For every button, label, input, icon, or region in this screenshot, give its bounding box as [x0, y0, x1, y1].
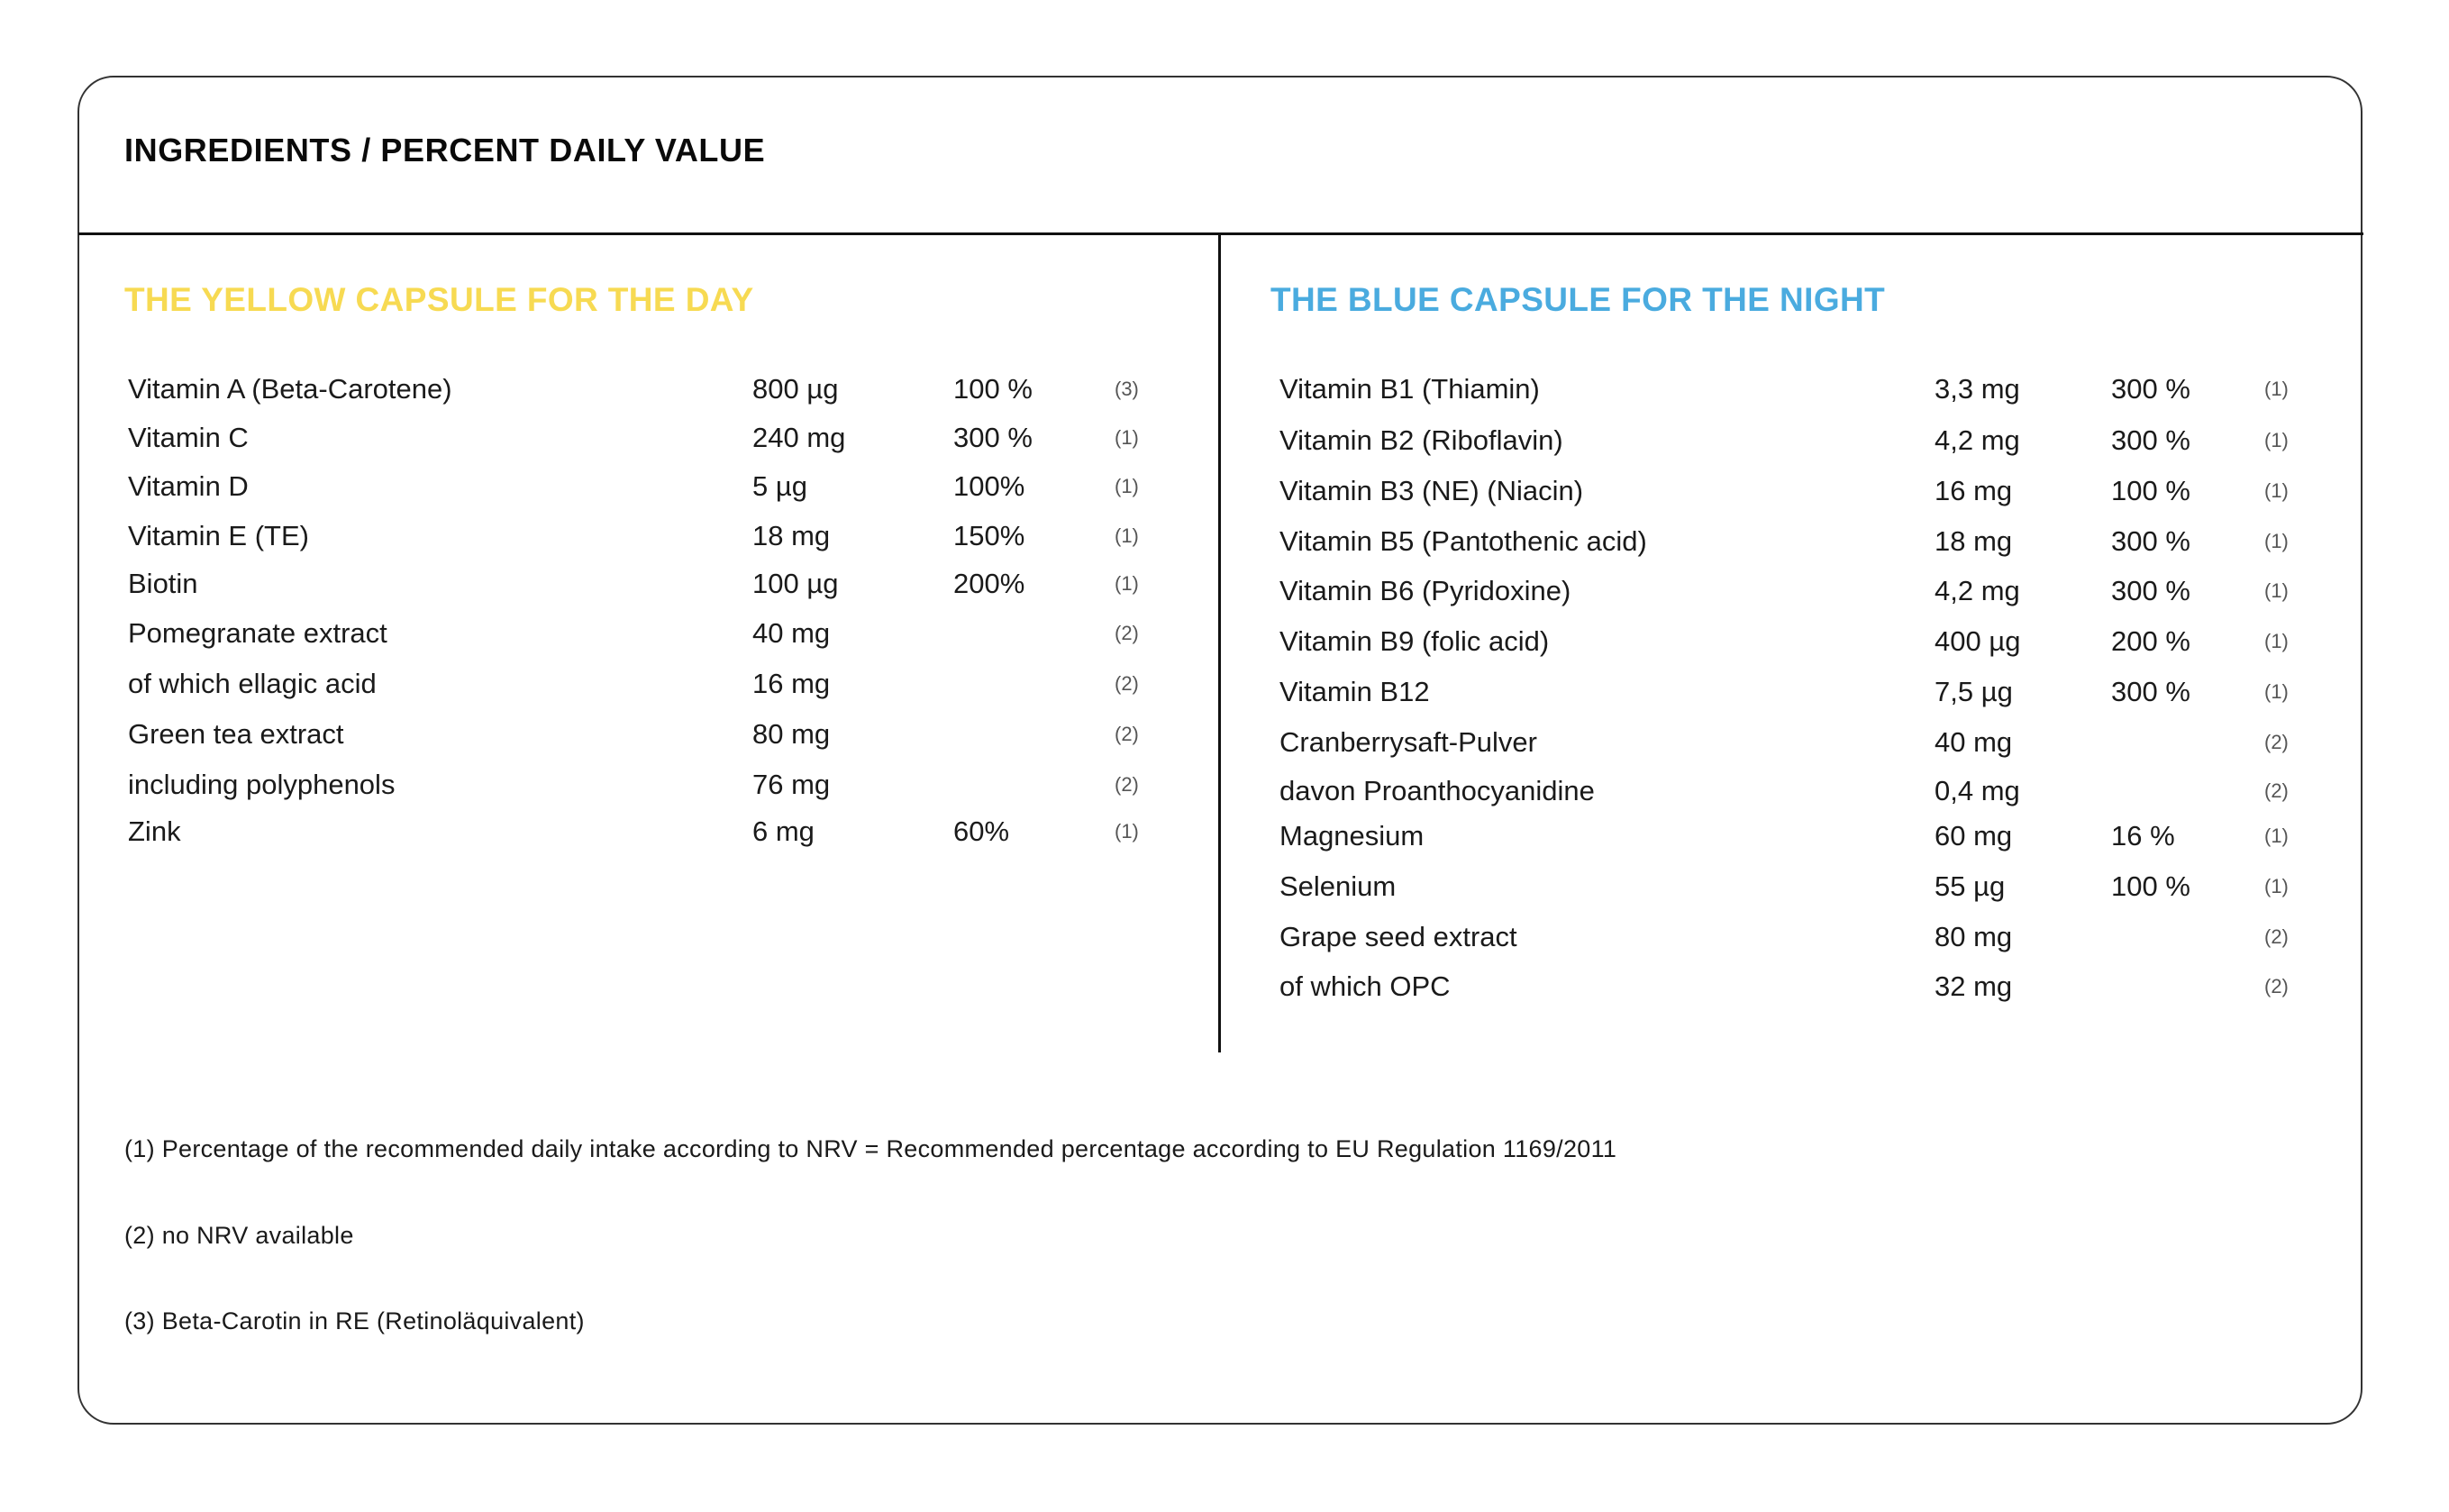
ingredient-amount: 32 mg [1935, 970, 2013, 1002]
ingredient-name: Cranberrysaft-Pulver [1279, 726, 1537, 758]
ingredient-percent: 300 % [2111, 373, 2190, 405]
ingredient-footnote-ref: (2) [2264, 779, 2289, 802]
ingredient-percent: 300 % [2111, 676, 2190, 707]
ingredient-name: Biotin [128, 568, 198, 599]
ingredient-percent: 300 % [2111, 575, 2190, 606]
table-row [0, 820, 2343, 856]
ingredient-footnote-ref: (1) [2264, 530, 2289, 552]
ingredient-footnote-ref: (2) [2264, 975, 2289, 997]
ingredient-name: Vitamin B1 (Thiamin) [1279, 373, 1540, 405]
ingredient-footnote-ref: (1) [2264, 630, 2289, 652]
ingredient-name: Vitamin D [128, 470, 249, 502]
ingredient-footnote-ref: (2) [1115, 723, 1139, 745]
ingredient-amount: 40 mg [752, 617, 831, 649]
table-row [0, 373, 2343, 409]
ingredient-percent: 16 % [2111, 820, 2175, 852]
ingredient-percent: 300 % [2111, 525, 2190, 557]
ingredient-name: of which OPC [1279, 970, 1451, 1002]
ingredient-amount: 80 mg [1935, 921, 2013, 952]
ingredient-amount: 76 mg [752, 769, 831, 800]
ingredient-amount: 40 mg [1935, 726, 2013, 758]
ingredient-name: Grape seed extract [1279, 921, 1517, 952]
ingredient-amount: 5 µg [752, 470, 807, 502]
ingredient-name: Magnesium [1279, 820, 1425, 852]
ingredient-amount: 16 mg [752, 668, 831, 699]
table-row [0, 921, 2343, 957]
table-row [0, 525, 2343, 561]
ingredient-footnote-ref: (2) [2264, 925, 2289, 948]
table-row [0, 676, 2343, 712]
ingredient-footnote-ref: (2) [1115, 773, 1139, 796]
ingredient-amount: 400 µg [1935, 625, 2021, 657]
ingredient-footnote-ref: (1) [2264, 824, 2289, 847]
ingredient-name: Vitamin A (Beta-Carotene) [128, 373, 452, 405]
ingredient-amount: 100 µg [752, 568, 839, 599]
ingredient-name: Pomegranate extract [128, 617, 387, 649]
table-row [0, 575, 2343, 611]
ingredient-footnote-ref: (1) [2264, 479, 2289, 502]
ingredient-amount: 240 mg [752, 422, 846, 453]
ingredient-amount: 18 mg [1935, 525, 2013, 557]
ingredient-amount: 80 mg [752, 718, 831, 750]
ingredient-footnote-ref: (1) [1115, 475, 1139, 497]
ingredient-amount: 0,4 mg [1935, 775, 2020, 806]
ingredient-footnote-ref: (1) [2264, 875, 2289, 897]
footnote-2: (2) no NRV available [124, 1222, 354, 1249]
ingredient-percent: 100% [953, 470, 1025, 502]
ingredient-footnote-ref: (1) [2264, 579, 2289, 602]
ingredient-name: Vitamin B2 (Riboflavin) [1279, 424, 1563, 456]
ingredient-amount: 4,2 mg [1935, 575, 2020, 606]
ingredient-footnote-ref: (1) [1115, 426, 1139, 449]
ingredient-footnote-ref: (1) [1115, 524, 1139, 547]
ingredient-amount: 55 µg [1935, 870, 2006, 902]
page-title: INGREDIENTS / PERCENT DAILY VALUE [124, 132, 766, 169]
ingredient-footnote-ref: (1) [2264, 680, 2289, 703]
ingredient-footnote-ref: (1) [2264, 378, 2289, 400]
ingredient-percent: 100 % [953, 373, 1033, 405]
ingredient-amount: 800 µg [752, 373, 839, 405]
table-row [0, 726, 2343, 762]
ingredient-amount: 4,2 mg [1935, 424, 2020, 456]
ingredient-name: Vitamin C [128, 422, 249, 453]
ingredient-footnote-ref: (1) [2264, 429, 2289, 451]
table-row [0, 424, 2343, 460]
table-row [0, 625, 2343, 661]
table-row [0, 870, 2343, 906]
ingredient-percent: 60% [953, 815, 1010, 847]
ingredient-name: Vitamin B12 [1279, 676, 1430, 707]
ingredient-percent: 150% [953, 520, 1025, 551]
ingredient-name: Vitamin B5 (Pantothenic acid) [1279, 525, 1647, 557]
ingredient-name: Vitamin B3 (NE) (Niacin) [1279, 475, 1584, 506]
ingredient-percent: 100 % [2111, 870, 2190, 902]
ingredient-footnote-ref: (3) [1115, 378, 1139, 400]
footnote-3: (3) Beta-Carotin in RE (Retinoläquivalent) [124, 1307, 585, 1334]
ingredient-name: of which ellagic acid [128, 668, 377, 699]
table-row [0, 970, 2343, 1006]
footnote-1: (1) Percentage of the recommended daily intake according to NRV = Recommended percentage according to EU Regulation 1169/2011 [124, 1135, 1617, 1162]
ingredient-name: davon Proanthocyanidine [1279, 775, 1595, 806]
ingredient-name: including polyphenols [128, 769, 396, 800]
ingredient-amount: 18 mg [752, 520, 831, 551]
ingredient-amount: 3,3 mg [1935, 373, 2020, 405]
table-row [0, 475, 2343, 511]
ingredient-footnote-ref: (2) [2264, 731, 2289, 753]
ingredient-name: Selenium [1279, 870, 1397, 902]
table-row [0, 775, 2343, 811]
ingredient-percent: 200 % [2111, 625, 2190, 657]
ingredient-percent: 300 % [953, 422, 1033, 453]
ingredient-percent: 100 % [2111, 475, 2190, 506]
ingredient-footnote-ref: (1) [1115, 820, 1139, 843]
ingredient-name: Vitamin E (TE) [128, 520, 309, 551]
ingredient-name: Vitamin B6 (Pyridoxine) [1279, 575, 1571, 606]
ingredient-name: Zink [128, 815, 181, 847]
ingredient-footnote-ref: (1) [1115, 572, 1139, 595]
ingredient-amount: 6 mg [752, 815, 815, 847]
day-capsule-heading: THE YELLOW CAPSULE FOR THE DAY [124, 281, 754, 318]
ingredient-percent: 300 % [2111, 424, 2190, 456]
ingredient-amount: 60 mg [1935, 820, 2013, 852]
night-capsule-heading: THE BLUE CAPSULE FOR THE NIGHT [1270, 281, 1886, 318]
ingredient-name: Green tea extract [128, 718, 344, 750]
ingredient-amount: 16 mg [1935, 475, 2013, 506]
header-divider [78, 232, 2363, 235]
ingredient-name: Vitamin B9 (folic acid) [1279, 625, 1550, 657]
ingredient-footnote-ref: (2) [1115, 672, 1139, 695]
ingredient-percent: 200% [953, 568, 1025, 599]
ingredient-amount: 7,5 µg [1935, 676, 2013, 707]
ingredient-footnote-ref: (2) [1115, 622, 1139, 644]
